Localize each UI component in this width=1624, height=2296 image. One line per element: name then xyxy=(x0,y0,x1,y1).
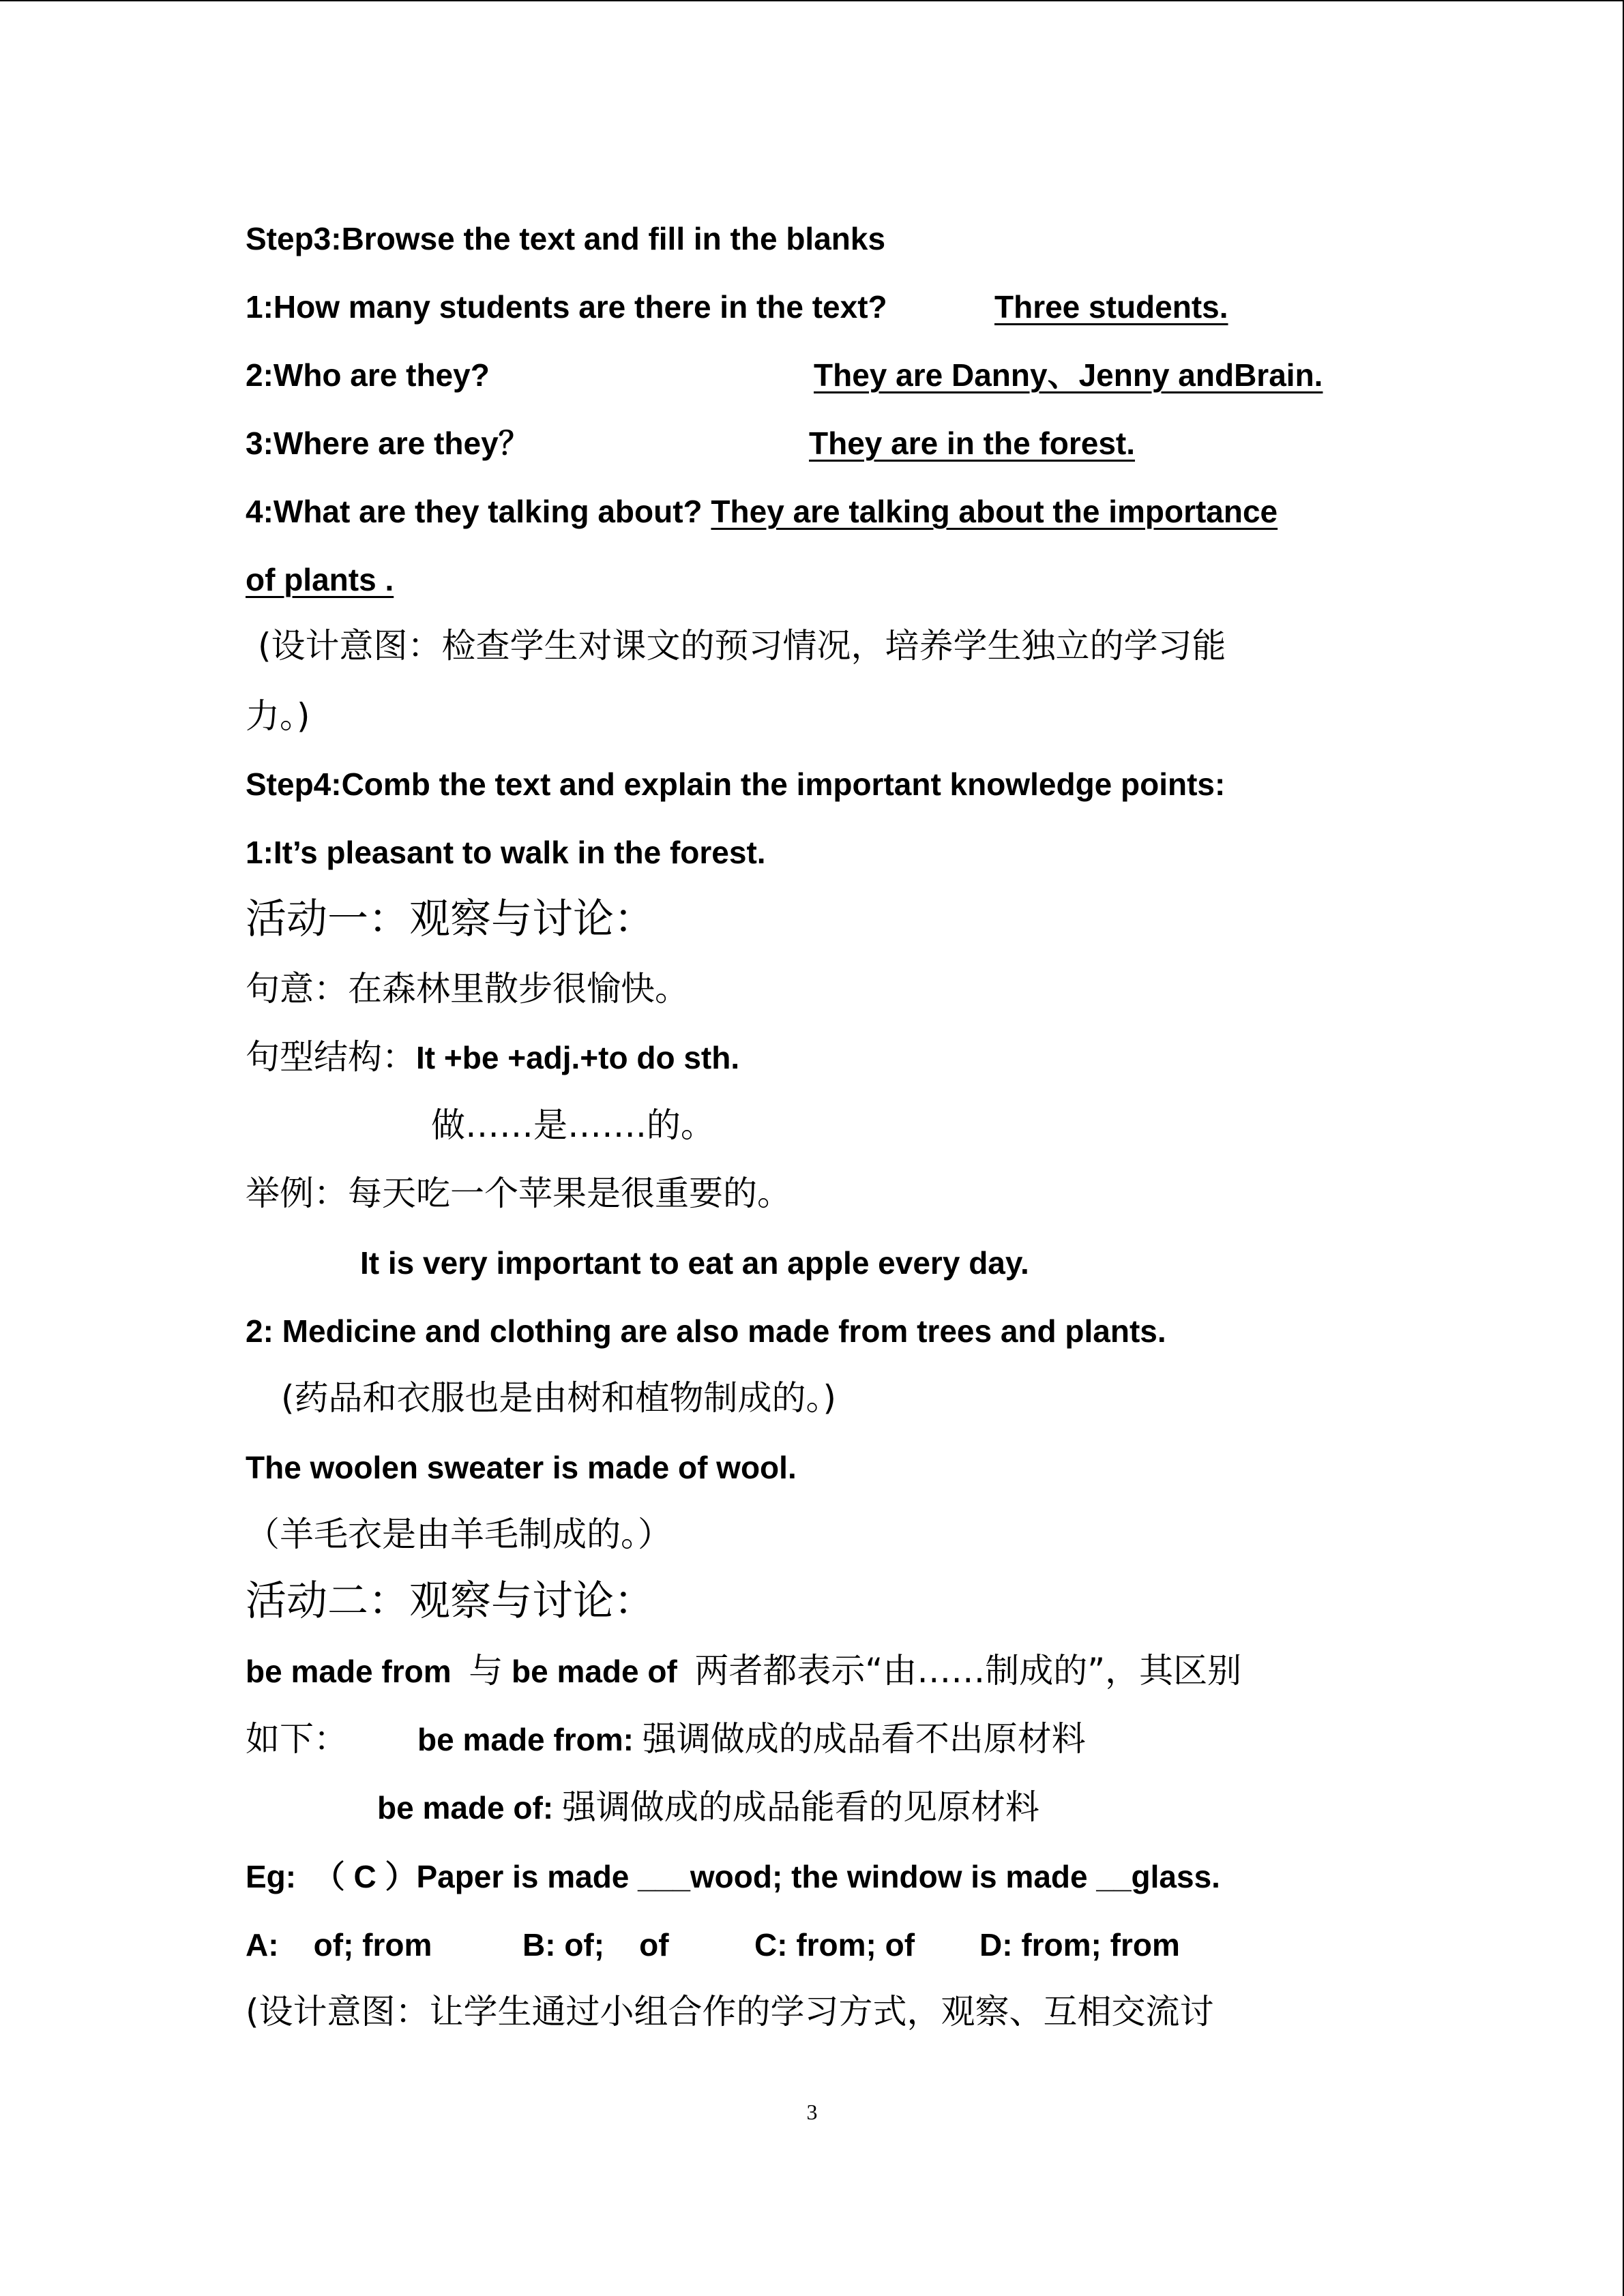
question-2: 2:Who are they? xyxy=(246,357,490,393)
step3-heading: Step3:Browse the text and fill in the blanks xyxy=(246,221,886,256)
point-2: 2: Medicine and clothing are also made from trees and plants. xyxy=(246,1313,1166,1349)
question-4 xyxy=(246,491,1278,532)
made-from-rule xyxy=(417,1718,1086,1760)
option-a: A: of; from xyxy=(246,1927,432,1963)
page-number: 3 xyxy=(806,2100,818,2124)
compare-line-2-label: 如下： xyxy=(246,1719,348,1759)
design-intent-2: (设计意图：让学生通过小组合作的学习方式，观察、互相交流讨 xyxy=(246,1992,1214,2031)
option-b: B: of; of xyxy=(522,1927,669,1963)
answer-4-part2: of plants . xyxy=(246,562,394,597)
option-d: D: from; from xyxy=(979,1927,1180,1963)
structure-label: 句型结构： xyxy=(246,1037,416,1077)
design-intent-1-line2: 力。) xyxy=(246,696,310,736)
structure-chinese: 做……是…….的。 xyxy=(431,1105,715,1145)
example-question: Eg: （ C ）Paper is made ___wood; the window is made __glass. xyxy=(246,1859,1220,1894)
compare-made-from: be made from xyxy=(246,1654,452,1689)
activity-1-title: 活动一：观察与讨论： xyxy=(246,895,655,943)
answer-3: They are in the forest. xyxy=(809,426,1136,461)
made-of-rule xyxy=(377,1787,1039,1828)
question-1: 1:How many students are there in the text? xyxy=(246,289,887,325)
sweater-english: The woolen sweater is made of wool. xyxy=(246,1450,797,1485)
structure-text: It +be +adj.+to do sth. xyxy=(416,1040,740,1075)
example-cn-text: 每天吃一个苹果是很重要的。 xyxy=(348,1174,791,1213)
answer-4-part1: They are talking about the importance xyxy=(711,494,1278,529)
activity-2-title: 活动二：观察与讨论： xyxy=(246,1577,655,1625)
question-3: 3:Where are they？ xyxy=(246,426,530,461)
sentence-meaning xyxy=(246,968,689,1009)
step4-heading: Step4:Comb the text and explain the important knowledge points: xyxy=(246,766,1226,802)
compare-explanation: 两者都表示“由……制成的”，其区别 xyxy=(694,1651,1242,1690)
point-1: 1:It’s pleasant to walk in the forest. xyxy=(246,835,766,870)
made-from-text: 强调做成的成品看不出原材料 xyxy=(642,1719,1086,1759)
point-2-chinese: (药品和衣服也是由树和植物制成的。) xyxy=(281,1378,837,1418)
answer-1: Three students. xyxy=(994,289,1228,325)
made-of-label: be made of: xyxy=(377,1790,554,1825)
option-c: C: from; of xyxy=(754,1927,915,1963)
sentence-structure xyxy=(246,1037,739,1078)
example-chinese xyxy=(246,1173,791,1214)
sweater-chinese: （羊毛衣是由羊毛制成的。） xyxy=(246,1515,672,1554)
meaning-label: 句意： xyxy=(246,969,348,1009)
design-intent-1-line1: (设计意图：检查学生对课文的预习情况，培养学生独立的学习能 xyxy=(258,626,1226,666)
made-of-text: 强调做成的成品能看的见原材料 xyxy=(561,1787,1039,1827)
example-label: 举例： xyxy=(246,1174,348,1213)
meaning-text: 在森林里散步很愉快。 xyxy=(348,969,689,1009)
compare-line-1 xyxy=(246,1650,1241,1692)
question-4-text: 4:What are they talking about? xyxy=(246,494,703,529)
answer-2: They are Danny、Jenny andBrain. xyxy=(814,357,1323,393)
example-english: It is very important to eat an apple every day. xyxy=(360,1245,1029,1281)
made-from-label: be made from: xyxy=(417,1722,634,1757)
compare-and: 与 xyxy=(469,1651,503,1690)
compare-made-of: be made of xyxy=(511,1654,677,1689)
